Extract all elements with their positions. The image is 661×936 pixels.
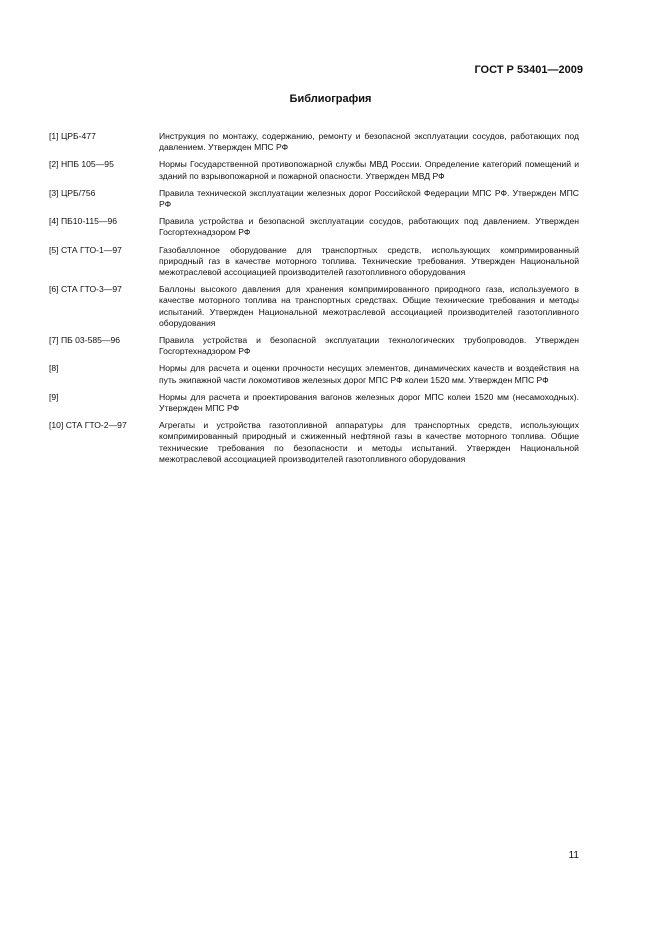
reference-item	[49, 188, 579, 210]
reference-item	[49, 363, 579, 385]
bibliography-list	[49, 131, 579, 471]
reference-code: [1] ЦРБ-477	[49, 131, 96, 141]
reference-code: [2] НПБ 105—95	[49, 159, 114, 170]
reference-code: [4] ПБ10-115—96	[49, 216, 118, 227]
reference-item	[49, 420, 579, 465]
reference-text: Инструкция по монтажу, содержанию, ремонту и безопасной эксплуатации сосудов, работающих под давлением. Утвержден МПС РФ	[159, 131, 579, 153]
reference-item	[49, 392, 579, 414]
reference-code: [3] ЦРБ/756	[49, 187, 96, 198]
reference-text: Правила технической эксплуатации железных дорог Российской Федерации МПС РФ. Утвержден МПС РФ	[159, 187, 579, 210]
reference-text: Нормы Государственной противопожарной службы МВД России. Определение категорий помещений и зданий по взрывопожарной и пожарной опасности. Утвержден МВД РФ	[159, 159, 579, 181]
reference-item	[49, 245, 579, 279]
reference-text: Нормы для расчета и оценки прочности несущих элементов, динамических качеств и воздействия на путь экипажной части локомотивов железных дорог МПС РФ колеи 1520 мм. Утвержден МПС РФ	[159, 363, 579, 385]
reference-code: [5] СТА ГТО-1—97	[49, 244, 122, 255]
reference-code: [9]	[49, 391, 59, 402]
reference-item	[49, 131, 579, 153]
reference-code: [10] СТА ГТО-2—97	[49, 420, 127, 431]
reference-code: [7] ПБ 03-585—96	[49, 335, 121, 346]
reference-text: Правила устройства и безопасной эксплуатации технологических трубопроводов. Утвержден Госгортехнадзором РФ	[159, 335, 579, 357]
reference-item	[49, 159, 579, 181]
reference-code: [6] СТА ГТО-3—97	[49, 284, 122, 295]
page-title: Библиография	[289, 93, 372, 105]
reference-code: [8]	[49, 363, 59, 374]
reference-item	[49, 284, 579, 329]
reference-text: Агрегаты и устройства газотопливной аппаратуры для транспортных средств, использующих компримированный природный и сжиженный нефтяной газы в качестве моторного топлива. Общие технические требования по безопасности и методы испытаний. Утвержден Национальной межотраслевой ассоциацией производителей газотопливного оборудования	[159, 420, 579, 464]
reference-text: Газобаллонное оборудование для транспортных средств, использующих компримированный природный газ в качестве моторного топлива. Технические требования. Утвержден Национальной межотраслевой ассоциацией производителей газотопливного оборудования	[159, 244, 579, 278]
document-id: ГОСТ Р 53401—2009	[474, 64, 583, 76]
reference-text: Нормы для расчета и проектирования вагонов железных дорог МПС колеи 1520 мм (несамоходных). Утвержден МПС РФ	[159, 391, 579, 414]
reference-text: Баллоны высокого давления для хранения компримированного природного газа, используемого в качестве моторного топлива на транспортных средствах. Общие технические требования и методы испытаний. Утвержден Национальной межотраслевой ассоциацией производителей газотопливного оборудования	[159, 284, 579, 328]
page-number: 11	[568, 850, 579, 861]
reference-item	[49, 335, 579, 357]
reference-item	[49, 216, 579, 238]
reference-text: Правила устройства и безопасной эксплуатации сосудов, работающих под давлением. Утвержден Госгортехнадзором РФ	[159, 216, 579, 238]
